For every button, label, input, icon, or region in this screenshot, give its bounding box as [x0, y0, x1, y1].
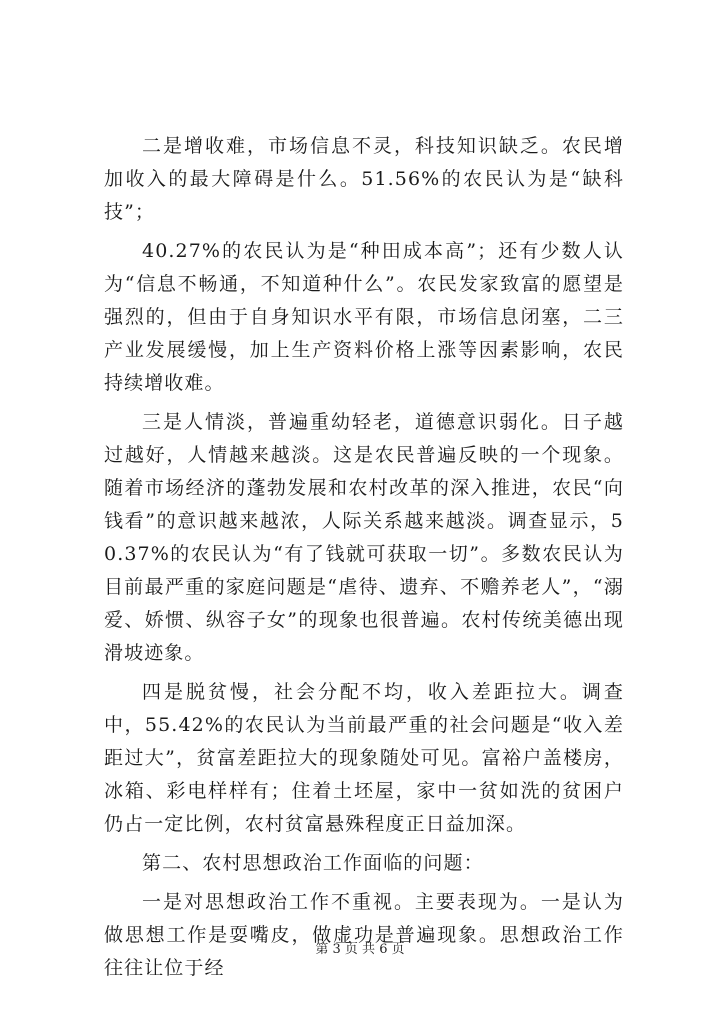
paragraph-political-work: 一是对思想政治工作不重视。主要表现为。一是认为做思想工作是耍嘴皮，做虚功是普遍现象。思想政治工作往往让位于经 — [104, 891, 624, 979]
document-body — [104, 130, 624, 985]
paragraph-poverty: 四是脱贫慢，社会分配不均，收入差距拉大。调查中，55.42%的农民认为当前最严重的社会问题是“收入差距过大”，贫富差距拉大的现象随处可见。富裕户盖楼房，冰箱、彩电样样有；住着土坯屋，家中一贫如洗的贫困户仍占一定比例，农村贫富悬殊程度正日益加深。 — [104, 681, 624, 835]
page-footer: 第 3 页 共 6 页 — [315, 942, 405, 957]
paragraph-planting-cost: 40.27%的农民认为是“种田成本高”；还有少数人认为“信息不畅通，不知道种什么”。农民发家致富的愿望是强烈的，但由于自身知识水平有限，市场信息闭塞，二三产业发展缓慢，加上生产资料价格上涨等因素影响，农民持续增收难。 — [104, 240, 624, 394]
paragraph-increase-income: 二是增收难，市场信息不灵，科技知识缺乏。农民增加收入的最大障碍是什么。51.56%的农民认为是“缺科技”； — [104, 135, 624, 223]
paragraph-section-heading: 第二、农村思想政治工作面临的问题： — [142, 852, 484, 874]
paragraph-human-relations: 三是人情淡，普遍重幼轻老，道德意识弱化。日子越过越好，人情越来越淡。这是农民普遍反映的一个现象。随着市场经济的蓬勃发展和农村改革的深入推进，农民“向钱看”的意识越来越浓，人际关系越来越淡。调查显示，50.37%的农民认为“有了钱就可获取一切”。多数农民认为目前最严重的家庭问题是“虐待、遗弃、不赡养老人”，“溺爱、娇惯、纵容子女”的现象也很普遍。农村传统美德出现滑坡迹象。 — [104, 411, 624, 664]
